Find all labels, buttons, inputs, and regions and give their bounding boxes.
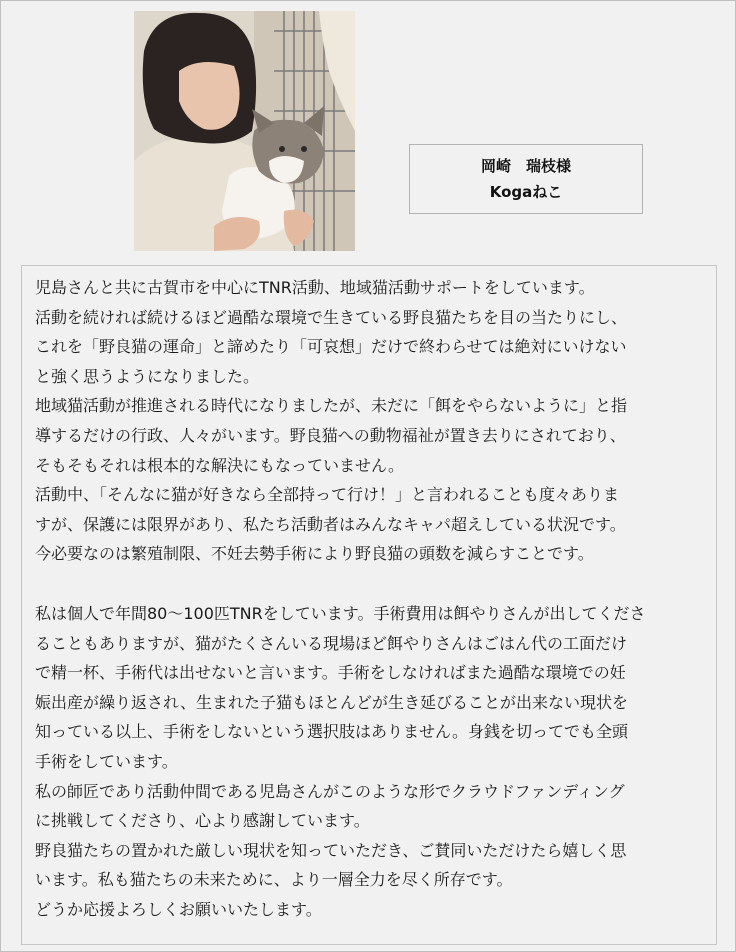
message-line: 導するだけの行政、人々がいます。野良猫への動物福祉が置き去りにされており、: [35, 425, 626, 445]
message-line: に挑戦してくださり、心より感謝しています。: [35, 811, 370, 831]
message-line: ることもありますが、猫がたくさんいる現場ほど餌やりさんはごはん代の工面だけ: [35, 633, 628, 653]
profile-photo: [134, 11, 355, 251]
message-line: 活動中、「そんなに猫が好きなら全部持って行け！」と言われることも度々ありま: [35, 485, 620, 505]
message-line: います。私も猫たちの未来ために、より一層全力を尽く所存です。: [35, 870, 513, 890]
message-line: 私の師匠であり活動仲間である児島さんがこのような形でクラウドファンディング: [35, 781, 625, 801]
message-paragraph-2: [35, 599, 704, 925]
message-line: と強く思うようになりました。: [35, 366, 260, 386]
message-line: 児島さんと共に古賀市を中心にTNR活動、地域猫活動サポートをしています。: [35, 278, 595, 297]
message-line: 活動を続ければ続けるほど過酷な環境で生きている野良猫たちを目の当たりにし、: [35, 307, 628, 327]
name-card: [409, 144, 643, 214]
message-line: 今必要なのは繁殖制限、不妊去勢手術により野良猫の頭数を減らすことです。: [35, 544, 594, 564]
message-line: 地域猫活動が推進される時代になりましたが、未だに「餌をやらないように」と指: [35, 396, 628, 416]
message-box: [21, 265, 717, 945]
message-line: 娠出産が繰り返され、生まれた子猫もほとんどが生き延びることが出来ない現状を: [35, 692, 628, 712]
message-paragraph-1: [35, 273, 704, 569]
message-line: 手術をしています。: [35, 751, 178, 771]
message-line: そもそもそれは根本的な解決にもなっていません。: [35, 455, 404, 475]
message-line: すが、保護には限界があり、私たち活動者はみんなキャパ超えしている状況です。: [35, 514, 626, 534]
message-line: 知っている以上、手術をしないという選択肢はありません。身銭を切ってでも全頭: [35, 722, 628, 742]
message-line: どうか応援よろしくお願いいたします。: [35, 899, 322, 919]
woman-holding-cat-photo: [134, 11, 355, 251]
message-line: で精一杯、手術代は出せないと言います。手術をしなければまた過酷な環境での妊: [35, 663, 626, 683]
message-line: 私は個人で年間80〜100匹TNRをしています。手術費用は餌やりさんが出してくださ: [35, 603, 646, 623]
message-line: 野良猫たちの置かれた厳しい現状を知っていただき、ご賛同いただけたら嬉しく思: [35, 840, 627, 860]
paragraph-spacer: [35, 569, 704, 599]
message-line: これを「野良猫の運命」と諦めたり「可哀想」だけで終わらせては絶対にいけない: [35, 337, 627, 357]
profile-name: 岡崎 瑞枝様: [480, 157, 571, 175]
profile-organization: Kogaねこ: [489, 183, 563, 201]
